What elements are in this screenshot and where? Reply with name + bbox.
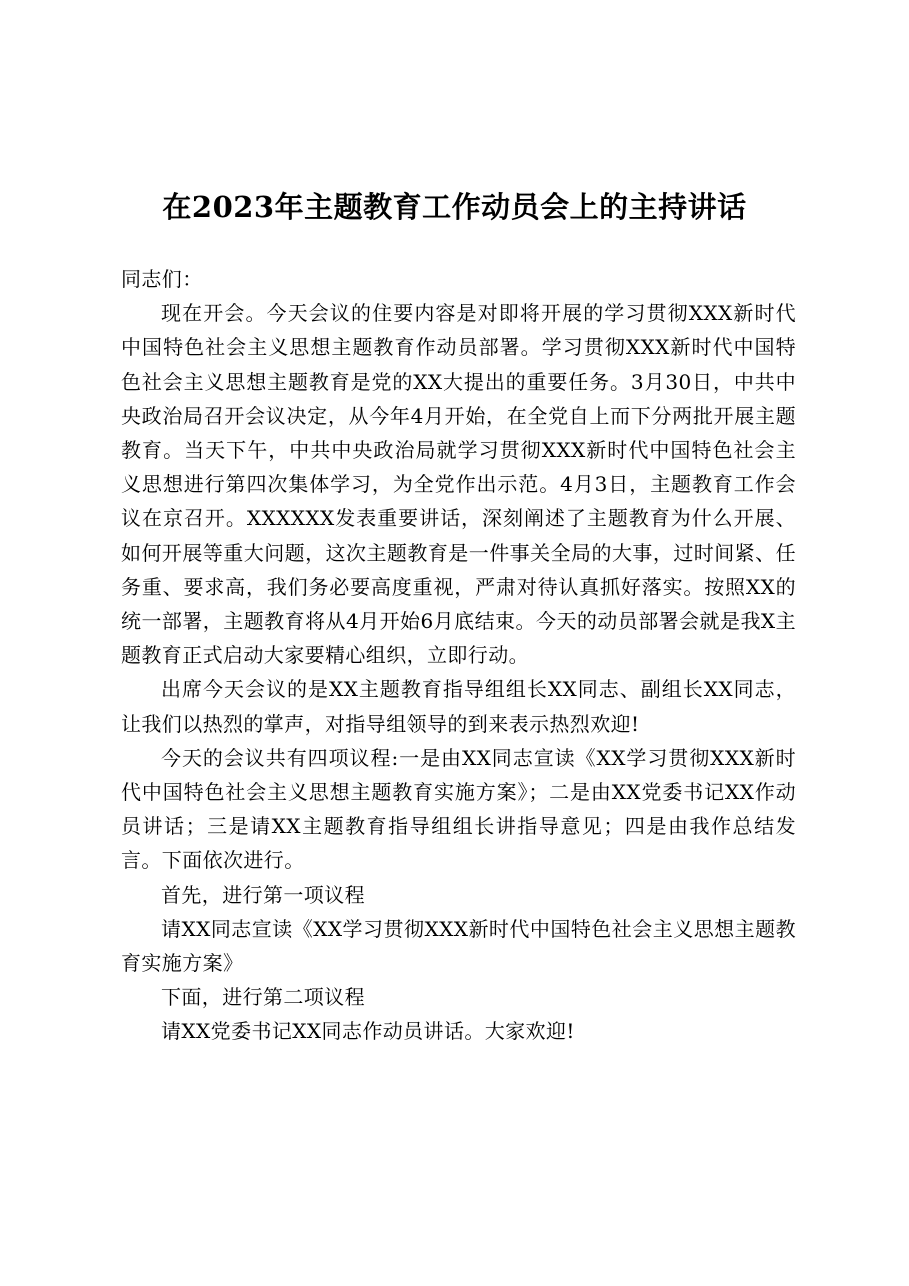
paragraph-second-item-detail: 请XX党委书记XX同志作动员讲话。大家欢迎! bbox=[161, 1019, 575, 1044]
document-body bbox=[121, 262, 796, 1049]
paragraph-first-item-detail: 请XX同志宣读《XX学习贯彻XXX新时代中国特色社会主义思想主题教育实施方案》 bbox=[121, 916, 796, 976]
paragraph-opening: 现在开会。今天会议的住要内容是对即将开展的学习贯彻XXX新时代中国特色社会主义思想主题教育作动员部署。学习贯彻XXX新时代中国特色社会主义思想主题教育是党的XX大提出的重要任务。3月30日，中共中央政治局召开会议决定，从今年4月开始，在全党自上而下分两批开展主题教育。当天下午，中共中央政治局就学习贯彻XXX新时代中国特色社会主义思想进行第四次集体学习，为全党作出示范。4月3日，主题教育工作会议在京召开。XXXXXX发表重要讲话，深刻阐述了主题教育为什么开展、如何开展等重大问题，这次主题教育是一件事关全局的大事，过时间紧、任务重、要求高，我们务必要高度重视，严肃对待认真抓好落实。按照XX的统一部署，主题教育将从4月开始6月底结束。今天的动员部署会就是我X主题教育正式启动大家要精心组织，立即行动。 bbox=[121, 301, 796, 668]
paragraph-second-item: 下面，进行第二项议程 bbox=[161, 985, 365, 1010]
paragraph-first-item: 首先，进行第一项议程 bbox=[161, 882, 365, 907]
paragraph-agenda: 今天的会议共有四项议程:一是由XX同志宣读《XX学习贯彻XXX新时代中国特色社会主义思想主题教育实施方案》；二是由XX党委书记XX作动员讲话；三是请XX主题教育指导组组长讲指导意见；四是由我作总结发言。下面依次进行。 bbox=[121, 745, 796, 873]
document-title: 在2023年主题教育工作动员会上的主持讲话 bbox=[162, 190, 747, 224]
paragraph-welcome: 出席今天会议的是XX主题教育指导组组长XX同志、副组长XX同志，让我们以热烈的掌声，对指导组领导的到来表示热烈欢迎! bbox=[121, 677, 796, 736]
salutation: 同志们： bbox=[121, 267, 203, 291]
